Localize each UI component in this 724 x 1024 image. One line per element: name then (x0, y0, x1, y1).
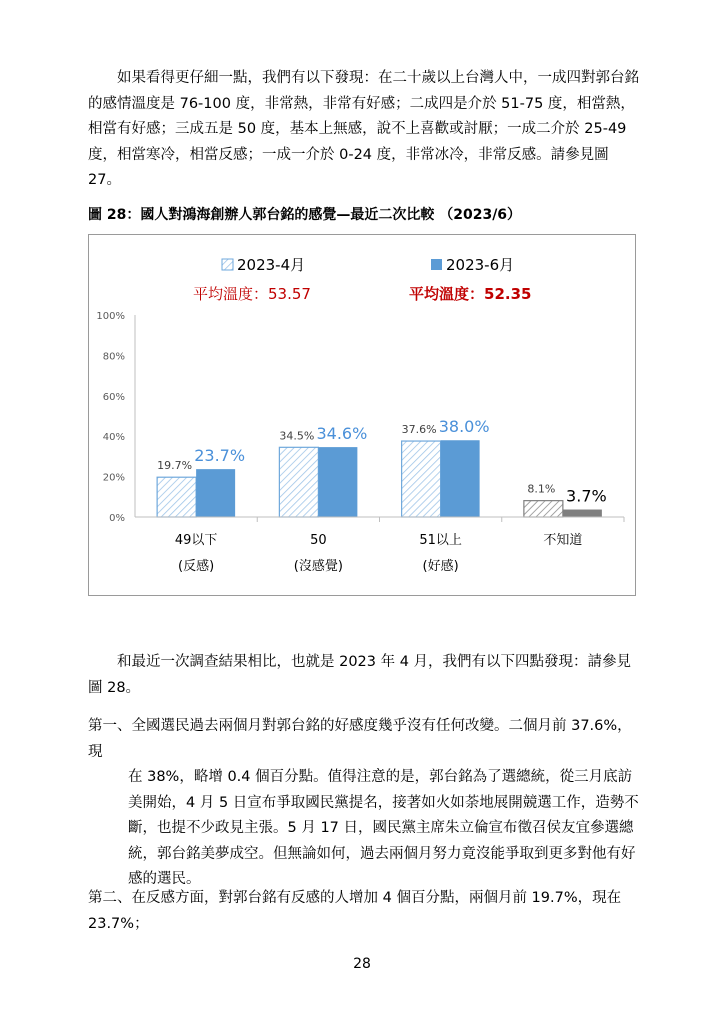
y-tick-label: 60% (102, 391, 125, 403)
data-label-apr: 8.1% (527, 482, 556, 496)
paragraph-findings: 如果看得更仔細一點，我們有以下發現：在二十歲以上台灣人中，一成四對郭台銘的感情溫度是 76-100 度，非常熱，非常有好感；二成四是介於 51-75 度，相當熱，相當有好感；三成五是 50 度，基本上無感，說不上喜歡或討厭；一成二介於 25-49 度，相當寒冷，相當反感；一成一介於 0-24 度，非常冰冷，非常反感。請參見圖 27。 (88, 70, 639, 188)
y-tick-label: 20% (102, 472, 125, 484)
page-number: 28 (353, 956, 371, 972)
category-label: 50 (310, 533, 327, 548)
finding-1-lead: 第一、全國選民過去兩個月對郭台銘的好感度幾乎沒有任何改變。二個月前 37.6%，現 (88, 718, 632, 760)
bar-jun (441, 440, 480, 517)
legend-label-apr: 2023-4月 (237, 256, 306, 274)
y-tick-label: 100% (96, 311, 125, 322)
bar-apr (157, 477, 196, 517)
data-label-apr: 37.6% (401, 423, 437, 437)
figure-caption: 圖 28：國人對鴻海創辦人郭台銘的感覺—最近二次比較 （2023/6） (88, 207, 522, 223)
legend-swatch-apr (222, 259, 233, 270)
category-sublabel: (沒感覺) (293, 559, 343, 574)
category-label: 不知道 (543, 533, 583, 548)
y-axis (96, 311, 135, 524)
avg-temp-apr: 平均溫度：53.57 (193, 285, 311, 303)
bar-jun (318, 447, 357, 517)
bar-apr (402, 441, 441, 517)
finding-1-body: 在 38%，略增 0.4 個百分點。值得注意的是，郭台銘為了選總統，從三月底訪美開始，4 月 5 日宣布爭取國民黨提名，接著如火如荼地展開競選工作，造勢不斷，也提不少政見主張。5 月 17 日，國民黨主席朱立倫宣布徵召侯友宜參選總統，郭台銘美夢成空。但無論如何，過去兩個月努力竟沒能爭取到更多對他有好感的選民。 (128, 769, 639, 887)
category-label: 51以上 (419, 533, 462, 548)
legend-label-jun: 2023-6月 (446, 256, 515, 274)
legend-swatch-jun (431, 259, 442, 270)
category-sublabel: (反感) (178, 559, 215, 574)
bars-group (157, 417, 607, 517)
data-label-jun: 38.0% (438, 417, 490, 437)
bar-jun (196, 469, 235, 517)
chart-frame (88, 234, 636, 596)
x-axis (135, 517, 624, 574)
data-label-apr: 34.5% (279, 429, 315, 443)
bar-apr (524, 501, 563, 517)
avg-temp-jun: 平均溫度：52.35 (409, 285, 532, 303)
y-tick-label: 80% (102, 351, 125, 363)
bar-jun (563, 510, 602, 517)
data-label-apr: 19.7% (157, 459, 193, 473)
bar-chart (89, 235, 637, 597)
data-label-jun: 34.6% (316, 424, 368, 444)
finding-item-2: 第二、在反感方面，對郭台銘有反感的人增加 4 個百分點，兩個月前 19.7%，現在 23.7%； (88, 890, 622, 932)
category-sublabel: (好感) (422, 559, 459, 574)
y-tick-label: 0% (109, 513, 125, 524)
data-label-jun: 3.7% (566, 486, 607, 506)
finding-item-1 (88, 714, 644, 893)
bar-apr (279, 447, 318, 517)
category-label: 49以下 (174, 533, 218, 548)
paragraph-comparison: 和最近一次調查結果相比，也就是 2023 年 4 月，我們有以下四點發現：請參見圖 28。 (88, 654, 632, 696)
data-label-jun: 23.7% (194, 446, 246, 466)
y-tick-label: 40% (102, 432, 125, 444)
